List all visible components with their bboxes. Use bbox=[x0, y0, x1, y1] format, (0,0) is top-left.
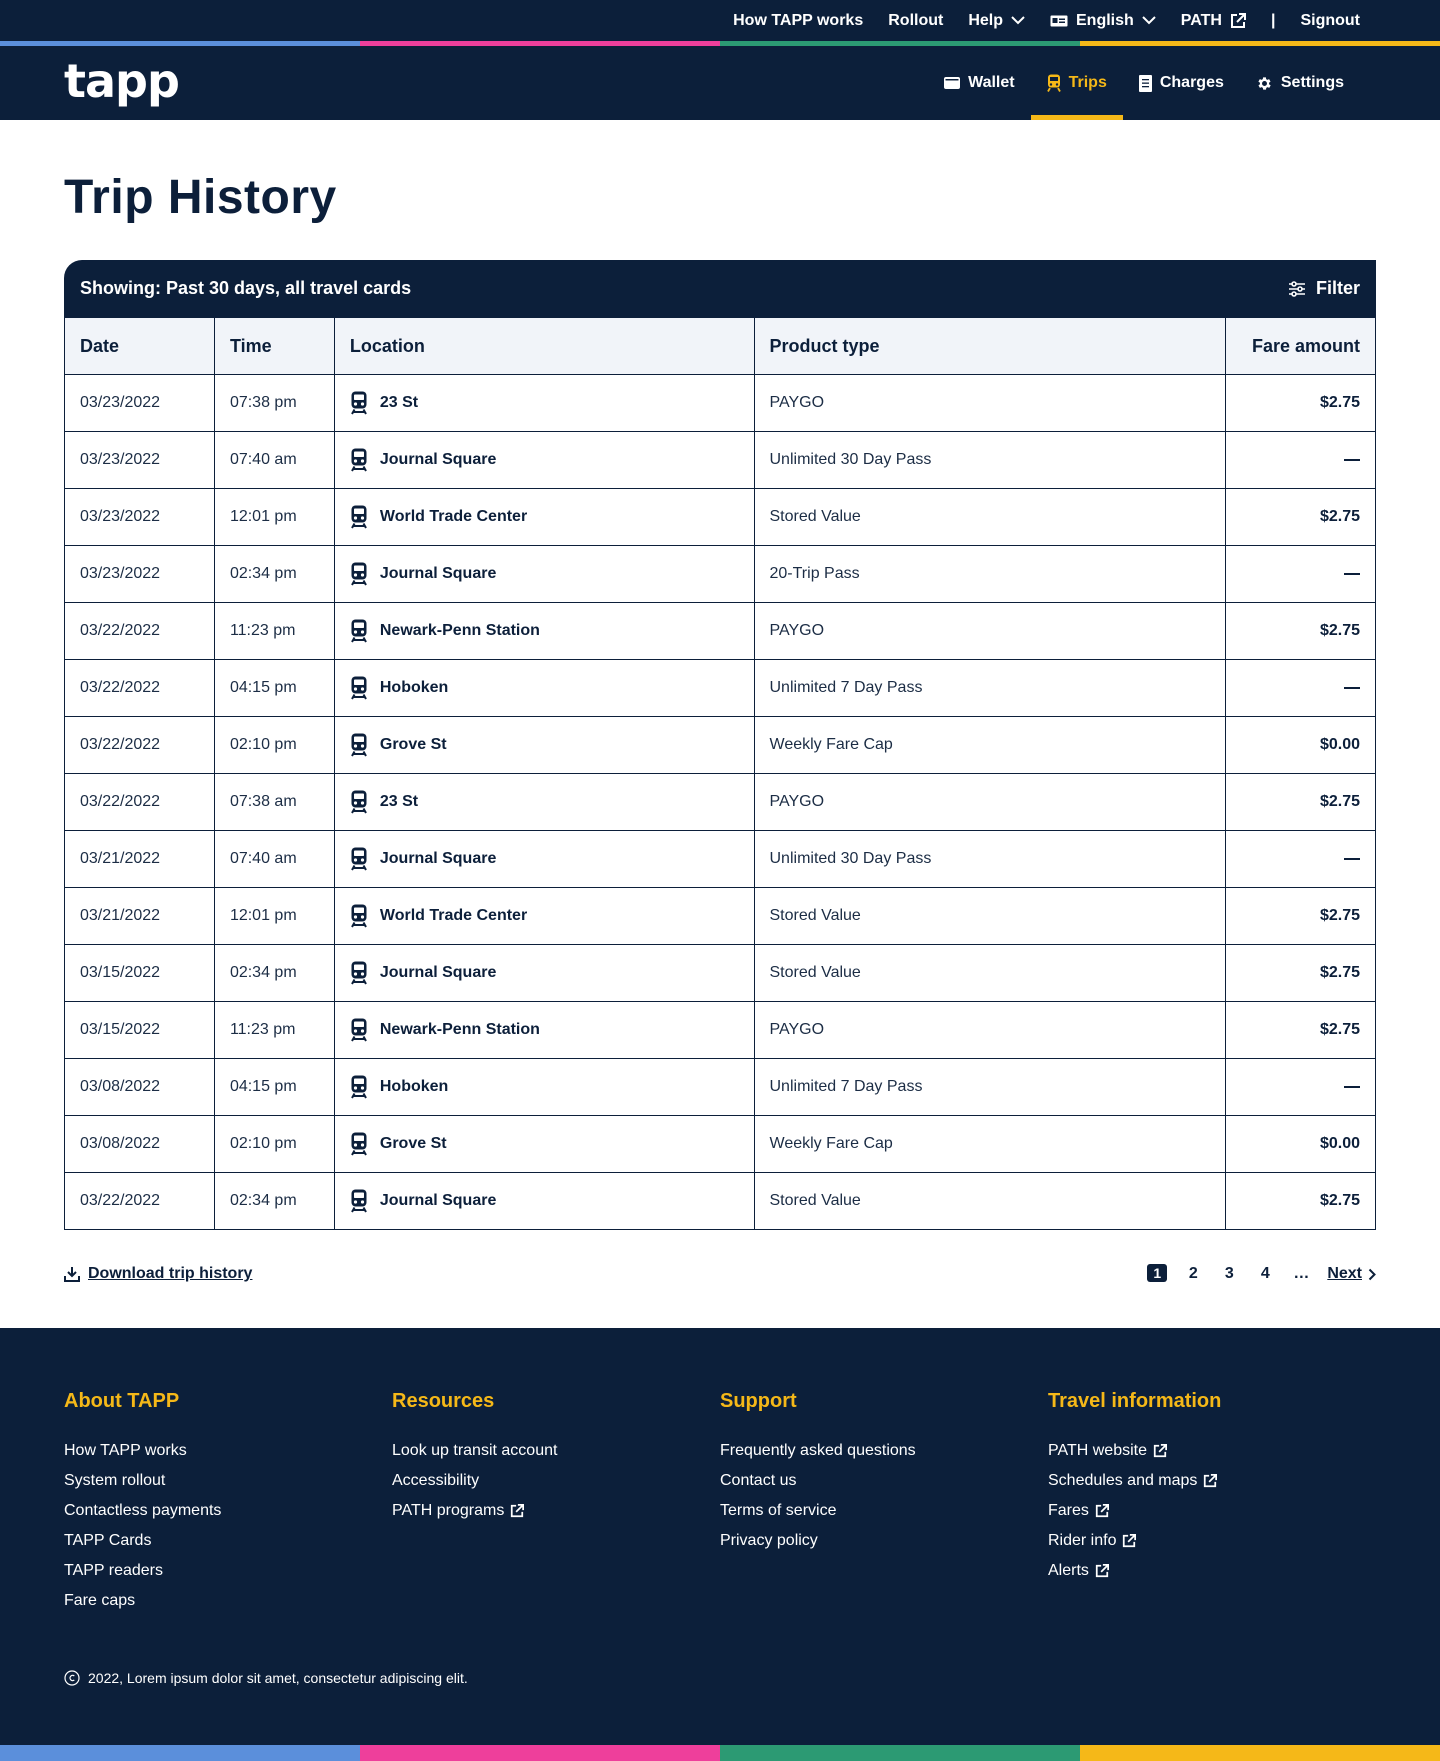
footer-link-label: Contactless payments bbox=[64, 1502, 222, 1519]
footer-link-label: Fare caps bbox=[64, 1592, 136, 1609]
location-name: 23 St bbox=[379, 793, 419, 810]
cell-location bbox=[334, 945, 754, 1002]
cell-date: 03/23/2022 bbox=[65, 546, 215, 603]
footer-link-label: TAPP readers bbox=[64, 1562, 164, 1579]
fare-value: $0.00 bbox=[1319, 736, 1360, 753]
train-icon bbox=[350, 904, 368, 928]
footer-column bbox=[64, 1390, 392, 1616]
nav-item-charges[interactable] bbox=[1123, 46, 1240, 120]
page-1-button[interactable] bbox=[1139, 1265, 1175, 1283]
footer-link-label: TAPP Cards bbox=[64, 1532, 152, 1549]
footer-link[interactable] bbox=[64, 1436, 392, 1466]
footer-link-label: Privacy policy bbox=[720, 1532, 818, 1549]
footer-link[interactable] bbox=[64, 1556, 392, 1586]
table-row bbox=[65, 489, 1376, 546]
footer-link[interactable] bbox=[1048, 1526, 1376, 1556]
column-header-time: Time bbox=[214, 318, 334, 375]
footer-column-heading: Travel information bbox=[1048, 1390, 1222, 1412]
footer-link-label: Terms of service bbox=[720, 1502, 837, 1519]
utility-rollout-label: Rollout bbox=[888, 11, 944, 29]
cell-location bbox=[334, 546, 754, 603]
main-nav bbox=[0, 46, 1440, 120]
footer-link-label: Alerts bbox=[1048, 1562, 1089, 1579]
cell-location bbox=[334, 1116, 754, 1173]
column-header-date: Date bbox=[65, 318, 215, 375]
nav-item-trips-label: Trips bbox=[1068, 74, 1107, 91]
train-icon bbox=[350, 448, 368, 472]
cell-time: 02:34 pm bbox=[214, 546, 334, 603]
tapp-logo[interactable]: tapp bbox=[64, 54, 179, 108]
footer-column bbox=[392, 1390, 720, 1616]
external-link-icon bbox=[1095, 1504, 1109, 1518]
train-icon bbox=[350, 619, 368, 643]
cell-location bbox=[334, 831, 754, 888]
page-title: Trip History bbox=[64, 171, 337, 224]
cell-fare-amount bbox=[1226, 945, 1376, 1002]
cell-time: 07:38 pm bbox=[214, 375, 334, 432]
table-row bbox=[65, 1173, 1376, 1230]
train-icon bbox=[350, 961, 368, 985]
no-fare-dash bbox=[1344, 858, 1360, 860]
nav-item-charges-label: Charges bbox=[1159, 74, 1224, 91]
utility-language-dropdown[interactable] bbox=[1050, 12, 1156, 30]
cell-product-type: Stored Value bbox=[754, 945, 1226, 1002]
cell-time: 07:38 am bbox=[214, 774, 334, 831]
page-4-button[interactable]: 4 bbox=[1260, 1265, 1270, 1282]
footer-link-label: PATH website bbox=[1048, 1442, 1147, 1459]
cell-time: 02:10 pm bbox=[214, 1116, 334, 1173]
cell-product-type: Weekly Fare Cap bbox=[754, 1116, 1226, 1173]
utility-how-tapp-works-link[interactable] bbox=[733, 12, 863, 30]
cell-date: 03/23/2022 bbox=[65, 375, 215, 432]
table-row bbox=[65, 660, 1376, 717]
table-row bbox=[65, 774, 1376, 831]
nav-item-trips[interactable] bbox=[1031, 46, 1123, 120]
cell-product-type: Unlimited 7 Day Pass bbox=[754, 660, 1226, 717]
receipt-icon bbox=[1139, 75, 1152, 92]
utility-signout-label: Signout bbox=[1300, 11, 1360, 29]
table-row bbox=[65, 1116, 1376, 1173]
no-fare-dash bbox=[1344, 573, 1360, 575]
footer-column-heading: About TAPP bbox=[64, 1390, 180, 1412]
nav-item-wallet[interactable] bbox=[928, 46, 1031, 120]
cell-fare-amount bbox=[1226, 375, 1376, 432]
footer-link[interactable] bbox=[64, 1466, 392, 1496]
footer-link-list bbox=[1048, 1436, 1376, 1586]
cell-time: 02:34 pm bbox=[214, 1173, 334, 1230]
cell-date: 03/22/2022 bbox=[65, 774, 215, 831]
location-name: Grove St bbox=[379, 1135, 447, 1152]
cell-date: 03/22/2022 bbox=[65, 1173, 215, 1230]
location-name: World Trade Center bbox=[379, 508, 528, 525]
footer-column bbox=[720, 1390, 1048, 1616]
cell-fare-amount bbox=[1226, 831, 1376, 888]
cell-location bbox=[334, 432, 754, 489]
cell-product-type: Stored Value bbox=[754, 888, 1226, 945]
download-trip-history-link[interactable] bbox=[64, 1265, 252, 1283]
chevron-down-icon bbox=[1011, 16, 1025, 25]
location-name: 23 St bbox=[379, 394, 419, 411]
filter-sliders-icon bbox=[1288, 281, 1306, 297]
showing-filter-summary: Showing: Past 30 days, all travel cards bbox=[80, 278, 412, 298]
external-link-icon bbox=[1203, 1474, 1217, 1488]
table-row bbox=[65, 603, 1376, 660]
location-name: Journal Square bbox=[379, 964, 497, 981]
cell-time: 07:40 am bbox=[214, 432, 334, 489]
cell-location bbox=[334, 660, 754, 717]
location-name: Newark-Penn Station bbox=[379, 622, 540, 639]
fare-value: $2.75 bbox=[1319, 793, 1360, 810]
table-row bbox=[65, 432, 1376, 489]
cell-location bbox=[334, 603, 754, 660]
fare-value: $2.75 bbox=[1319, 1192, 1360, 1209]
table-row bbox=[65, 831, 1376, 888]
footer-link[interactable] bbox=[1048, 1496, 1376, 1526]
train-icon bbox=[350, 847, 368, 871]
footer-link-list bbox=[720, 1436, 1048, 1556]
fare-value: $2.75 bbox=[1319, 622, 1360, 639]
copyright-icon bbox=[64, 1670, 80, 1686]
train-icon bbox=[350, 1189, 368, 1213]
cell-location bbox=[334, 1059, 754, 1116]
footer-link[interactable] bbox=[720, 1466, 1048, 1496]
next-page-label: Next bbox=[1327, 1265, 1362, 1282]
table-footer-actions bbox=[64, 1262, 1376, 1286]
cell-fare-amount bbox=[1226, 489, 1376, 546]
cell-product-type: PAYGO bbox=[754, 603, 1226, 660]
cell-date: 03/23/2022 bbox=[65, 432, 215, 489]
location-name: Hoboken bbox=[379, 1078, 449, 1095]
cell-location bbox=[334, 1002, 754, 1059]
next-page-button[interactable] bbox=[1327, 1265, 1376, 1283]
fare-value: $2.75 bbox=[1319, 394, 1360, 411]
footer-link[interactable] bbox=[1048, 1466, 1376, 1496]
cell-date: 03/22/2022 bbox=[65, 717, 215, 774]
cell-fare-amount bbox=[1226, 546, 1376, 603]
location-name: Journal Square bbox=[379, 451, 497, 468]
location-name: Journal Square bbox=[379, 850, 497, 867]
footer-link[interactable] bbox=[392, 1496, 720, 1526]
table-row bbox=[65, 717, 1376, 774]
fare-value: $2.75 bbox=[1319, 508, 1360, 525]
pagination bbox=[1139, 1265, 1376, 1283]
page-2-button[interactable]: 2 bbox=[1188, 1265, 1198, 1282]
location-name: Grove St bbox=[379, 736, 447, 753]
cell-fare-amount bbox=[1226, 717, 1376, 774]
footer-link-label: Schedules and maps bbox=[1048, 1472, 1198, 1489]
cell-fare-amount bbox=[1226, 1173, 1376, 1230]
table-header-row bbox=[65, 318, 1376, 375]
cell-fare-amount bbox=[1226, 1002, 1376, 1059]
column-header-location: Location bbox=[334, 318, 754, 375]
copyright bbox=[64, 1670, 468, 1686]
footer-link[interactable] bbox=[1048, 1556, 1376, 1586]
train-icon bbox=[350, 1075, 368, 1099]
cell-time: 12:01 pm bbox=[214, 888, 334, 945]
no-fare-dash bbox=[1344, 459, 1360, 461]
footer-link-label: Frequently asked questions bbox=[720, 1442, 916, 1459]
cell-product-type: Unlimited 30 Day Pass bbox=[754, 432, 1226, 489]
footer-link[interactable] bbox=[720, 1496, 1048, 1526]
cell-product-type: PAYGO bbox=[754, 375, 1226, 432]
cell-date: 03/08/2022 bbox=[65, 1059, 215, 1116]
utility-path-label: PATH bbox=[1180, 11, 1222, 29]
train-icon bbox=[350, 562, 368, 586]
footer-link-list bbox=[392, 1436, 720, 1526]
table-row bbox=[65, 546, 1376, 603]
footer-link[interactable] bbox=[392, 1436, 720, 1466]
cell-fare-amount bbox=[1226, 432, 1376, 489]
footer-link-list bbox=[64, 1436, 392, 1616]
table-row bbox=[65, 375, 1376, 432]
footer-column-heading: Resources bbox=[392, 1390, 495, 1412]
train-icon bbox=[350, 1132, 368, 1156]
fare-value: $0.00 bbox=[1319, 1135, 1360, 1152]
train-icon bbox=[350, 676, 368, 700]
page-1-label: 1 bbox=[1147, 1264, 1167, 1282]
chevron-right-icon bbox=[1368, 1268, 1376, 1281]
external-link-icon bbox=[1153, 1444, 1167, 1458]
cell-time: 11:23 pm bbox=[214, 1002, 334, 1059]
cell-product-type: PAYGO bbox=[754, 774, 1226, 831]
cell-location bbox=[334, 1173, 754, 1230]
location-name: Journal Square bbox=[379, 1192, 497, 1209]
utility-signout-link[interactable] bbox=[1300, 12, 1360, 30]
table-header-bar bbox=[64, 260, 1376, 317]
site-footer bbox=[0, 1328, 1440, 1761]
utility-help-label: Help bbox=[968, 11, 1003, 29]
footer-link[interactable] bbox=[64, 1526, 392, 1556]
footer-link[interactable] bbox=[1048, 1436, 1376, 1466]
copyright-text: 2022, Lorem ipsum dolor sit amet, consectetur adipiscing elit. bbox=[88, 1670, 468, 1686]
train-icon bbox=[350, 790, 368, 814]
no-fare-dash bbox=[1344, 687, 1360, 689]
footer-link-label: Fares bbox=[1048, 1502, 1089, 1519]
cell-location bbox=[334, 888, 754, 945]
footer-link-label: Accessibility bbox=[392, 1472, 480, 1489]
external-link-icon bbox=[510, 1504, 524, 1518]
cell-time: 04:15 pm bbox=[214, 1059, 334, 1116]
table-body bbox=[65, 375, 1376, 1230]
train-icon bbox=[350, 733, 368, 757]
external-link-icon bbox=[1230, 13, 1246, 29]
fare-value: $2.75 bbox=[1319, 907, 1360, 924]
cell-time: 11:23 pm bbox=[214, 603, 334, 660]
chevron-down-icon bbox=[1142, 16, 1156, 25]
footer-link[interactable] bbox=[64, 1586, 392, 1616]
cell-location bbox=[334, 717, 754, 774]
utility-language-label: English bbox=[1076, 11, 1134, 29]
cell-date: 03/23/2022 bbox=[65, 489, 215, 546]
train-icon bbox=[350, 505, 368, 529]
trip-history-table-container bbox=[64, 260, 1376, 1230]
download-trip-history-label: Download trip history bbox=[88, 1265, 253, 1282]
cell-time: 02:34 pm bbox=[214, 945, 334, 1002]
footer-link[interactable] bbox=[720, 1436, 1048, 1466]
cell-time: 07:40 am bbox=[214, 831, 334, 888]
nav-item-settings[interactable] bbox=[1240, 46, 1360, 120]
cell-fare-amount bbox=[1226, 774, 1376, 831]
external-link-icon bbox=[1095, 1564, 1109, 1578]
cell-location bbox=[334, 375, 754, 432]
column-header-fare-amount: Fare amount bbox=[1226, 318, 1376, 375]
color-stripe-bottom bbox=[0, 1745, 1440, 1761]
utility-path-link[interactable] bbox=[1181, 12, 1246, 30]
footer-link[interactable] bbox=[64, 1496, 392, 1526]
wallet-icon bbox=[944, 76, 960, 90]
footer-link-label: PATH programs bbox=[392, 1502, 505, 1519]
table-row bbox=[65, 1059, 1376, 1116]
train-icon bbox=[1047, 74, 1061, 92]
table-row bbox=[65, 1002, 1376, 1059]
cell-product-type: Stored Value bbox=[754, 489, 1226, 546]
column-header-product-type: Product type bbox=[754, 318, 1226, 375]
page-3-button[interactable]: 3 bbox=[1224, 1265, 1234, 1282]
cell-date: 03/21/2022 bbox=[65, 831, 215, 888]
page-ellipsis: … bbox=[1293, 1265, 1310, 1282]
location-name: Newark-Penn Station bbox=[379, 1021, 540, 1038]
cell-fare-amount bbox=[1226, 888, 1376, 945]
table-row bbox=[65, 945, 1376, 1002]
footer-link-label: System rollout bbox=[64, 1472, 166, 1489]
nav-items bbox=[928, 46, 1360, 120]
table-row bbox=[65, 888, 1376, 945]
cell-date: 03/21/2022 bbox=[65, 888, 215, 945]
fare-value: $2.75 bbox=[1319, 1021, 1360, 1038]
fare-value: $2.75 bbox=[1319, 964, 1360, 981]
footer-column-heading: Support bbox=[720, 1390, 797, 1412]
footer-column bbox=[1048, 1390, 1376, 1616]
cell-product-type: PAYGO bbox=[754, 1002, 1226, 1059]
footer-link-label: Contact us bbox=[720, 1472, 797, 1489]
footer-columns bbox=[0, 1328, 1440, 1616]
cell-location bbox=[334, 489, 754, 546]
cell-time: 12:01 pm bbox=[214, 489, 334, 546]
main-content bbox=[0, 170, 1440, 1286]
train-icon bbox=[350, 1018, 368, 1042]
cell-product-type: Unlimited 7 Day Pass bbox=[754, 1059, 1226, 1116]
cell-fare-amount bbox=[1226, 1059, 1376, 1116]
cell-location bbox=[334, 774, 754, 831]
footer-link-label: How TAPP works bbox=[64, 1442, 187, 1459]
location-name: Journal Square bbox=[379, 565, 497, 582]
filter-button-label: Filter bbox=[1315, 278, 1360, 298]
utility-separator: | bbox=[1270, 11, 1276, 29]
nav-item-settings-label: Settings bbox=[1280, 74, 1344, 91]
utility-rollout-link[interactable] bbox=[888, 12, 943, 30]
cell-date: 03/15/2022 bbox=[65, 1002, 215, 1059]
cell-time: 02:10 pm bbox=[214, 717, 334, 774]
cell-time: 04:15 pm bbox=[214, 660, 334, 717]
download-icon bbox=[64, 1266, 80, 1282]
nav-item-wallet-label: Wallet bbox=[968, 74, 1015, 91]
gear-icon bbox=[1256, 75, 1273, 92]
location-name: World Trade Center bbox=[379, 907, 528, 924]
no-fare-dash bbox=[1344, 1086, 1360, 1088]
cell-date: 03/22/2022 bbox=[65, 603, 215, 660]
utility-bar bbox=[0, 0, 1440, 41]
trip-history-table bbox=[64, 317, 1376, 1230]
location-name: Hoboken bbox=[379, 679, 449, 696]
cell-date: 03/15/2022 bbox=[65, 945, 215, 1002]
cell-fare-amount bbox=[1226, 603, 1376, 660]
footer-link[interactable] bbox=[720, 1526, 1048, 1556]
filter-button[interactable] bbox=[1288, 278, 1360, 299]
cell-product-type: Unlimited 30 Day Pass bbox=[754, 831, 1226, 888]
id-card-icon bbox=[1050, 15, 1068, 27]
footer-link[interactable] bbox=[392, 1466, 720, 1496]
footer-link-label: Rider info bbox=[1048, 1532, 1117, 1549]
cell-product-type: Stored Value bbox=[754, 1173, 1226, 1230]
cell-product-type: Weekly Fare Cap bbox=[754, 717, 1226, 774]
cell-date: 03/08/2022 bbox=[65, 1116, 215, 1173]
external-link-icon bbox=[1122, 1534, 1136, 1548]
cell-product-type: 20-Trip Pass bbox=[754, 546, 1226, 603]
cell-fare-amount bbox=[1226, 660, 1376, 717]
utility-help-dropdown[interactable] bbox=[968, 12, 1025, 30]
train-icon bbox=[350, 391, 368, 415]
footer-link-label: Look up transit account bbox=[392, 1442, 558, 1459]
cell-fare-amount bbox=[1226, 1116, 1376, 1173]
cell-date: 03/22/2022 bbox=[65, 660, 215, 717]
utility-how-tapp-works-label: How TAPP works bbox=[733, 11, 864, 29]
